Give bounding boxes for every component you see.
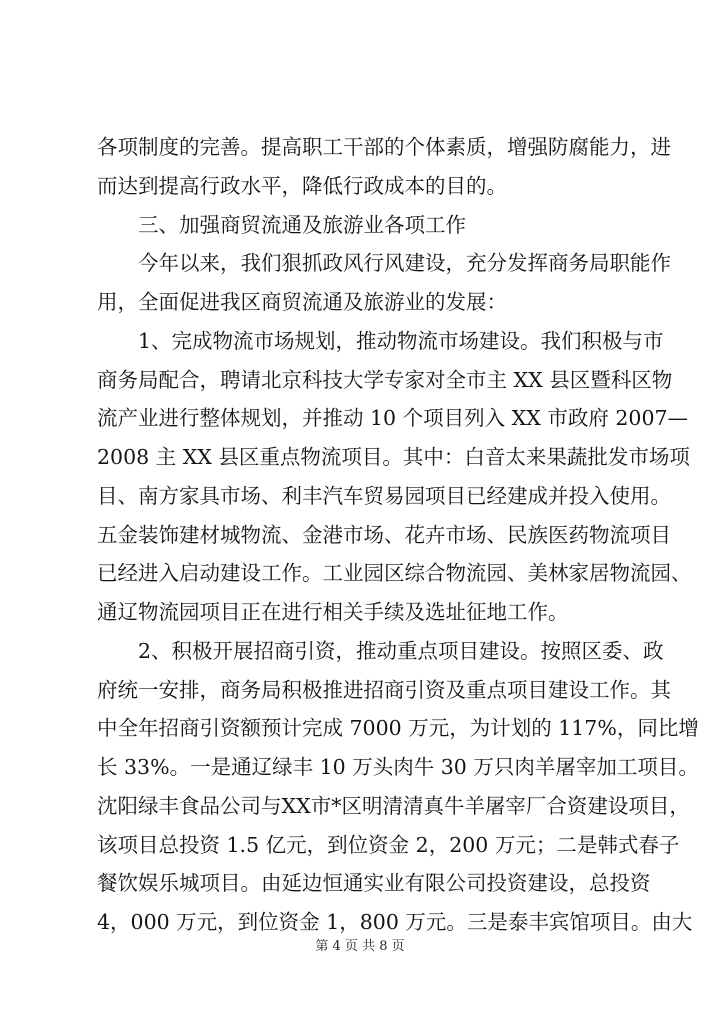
text-line: 商务局配合，聘请北京科技大学专家对全市主 XX 县区暨科区物 <box>97 368 673 392</box>
text-line: 五金装饰建材城物流、金港市场、花卉市场、民族医药物流项目 <box>97 523 671 547</box>
text-line: 用，全面促进我区商贸流通及旅游业的发展： <box>97 290 507 314</box>
text-line: 通辽物流园项目正在进行相关手续及选址征地工作。 <box>97 600 569 624</box>
text-line: 沈阳绿丰食品公司与XX市*区明清清真牛羊屠宰厂合资建设项目， <box>97 794 690 818</box>
section-heading: 三、加强商贸流通及旅游业各项工作 <box>138 213 466 237</box>
text-line: 2008 主 XX 县区重点物流项目。其中：白音太来果蔬批发市场项 <box>97 445 690 469</box>
text-line: 流产业进行整体规划，并推动 10 个项目列入 XX 市政府 2007— <box>97 406 689 430</box>
text-line: 餐饮娱乐城项目。由延边恒通实业有限公司投资建设，总投资 <box>97 871 651 895</box>
text-line: 府统一安排，商务局积极推进招商引资及重点项目建设工作。其 <box>97 678 671 702</box>
text-line: 1、完成物流市场规划，推动物流市场建设。我们积极与市 <box>138 329 664 353</box>
text-line: 目、南方家具市场、利丰汽车贸易园项目已经建成并投入使用。 <box>97 484 671 508</box>
text-line: 而达到提高行政水平，降低行政成本的目的。 <box>97 174 507 198</box>
text-line: 各项制度的完善。提高职工干部的个体素质，增强防腐能力，进 <box>97 135 671 159</box>
text-line: 中全年招商引资额预计完成 7000 万元，为计划的 117%，同比增 <box>97 716 699 740</box>
text-line: 2、积极开展招商引资，推动重点项目建设。按照区委、政 <box>138 639 664 663</box>
text-line: 该项目总投资 1.5 亿元，到位资金 2，200 万元；二是韩式春子 <box>97 833 680 857</box>
page-number: 第 4 页 共 8 页 <box>315 939 405 954</box>
text-line: 长 33%。一是通辽绿丰 10 万头肉牛 30 万只肉羊屠宰加工项目。 <box>97 755 699 779</box>
text-line: 今年以来，我们狠抓政风行风建设，充分发挥商务局职能作 <box>138 251 671 275</box>
text-line: 已经进入启动建设工作。工业园区综合物流园、美林家居物流园、 <box>97 561 692 585</box>
text-line: 4，000 万元，到位资金 1，800 万元。三是泰丰宾馆项目。由大 <box>97 910 693 934</box>
